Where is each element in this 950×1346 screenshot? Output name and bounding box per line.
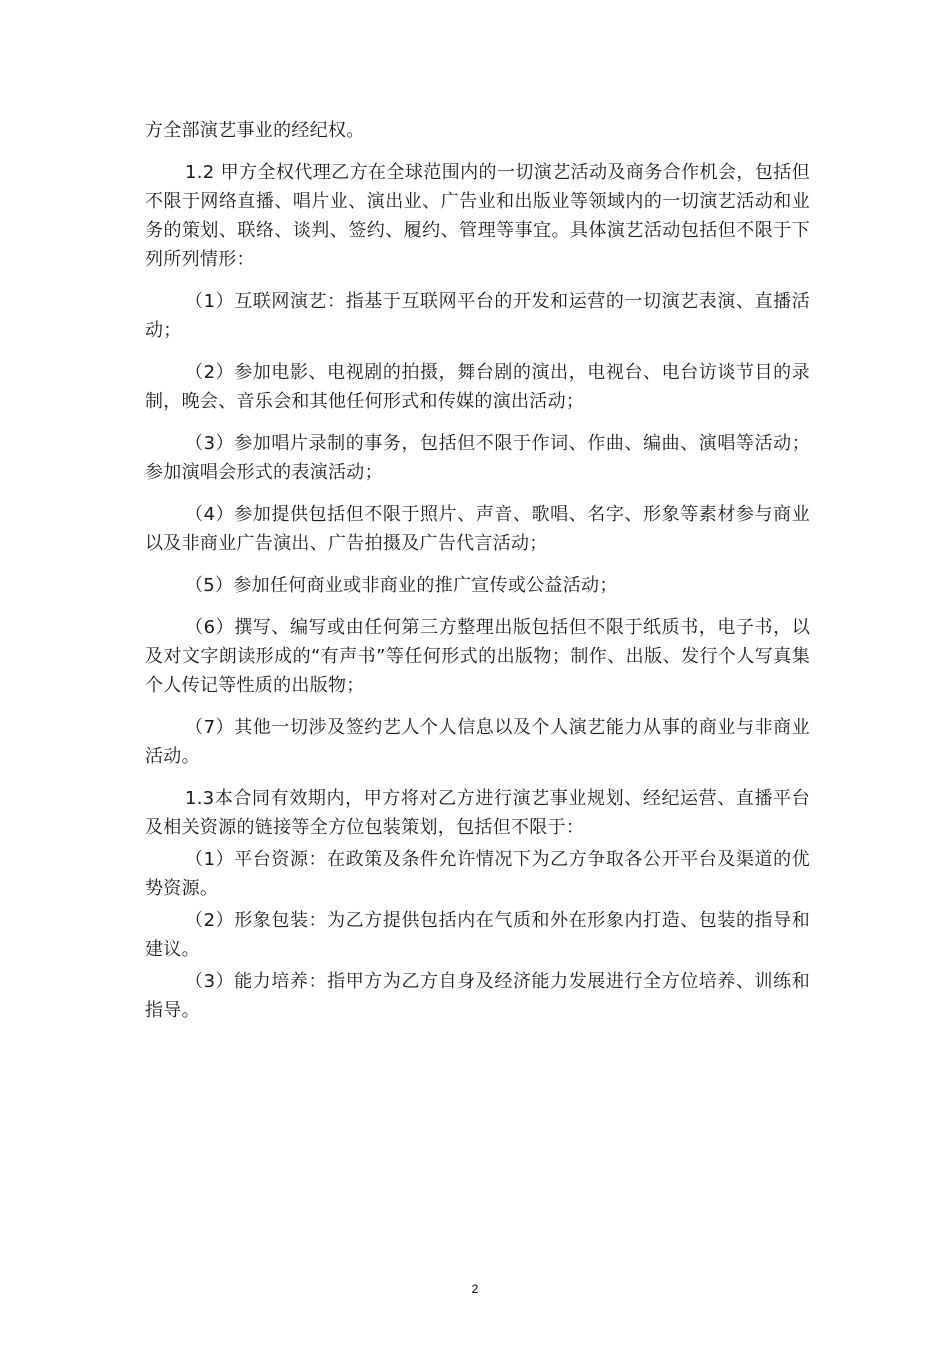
list-item-platform-resources: （1）平台资源：在政策及条件允许情况下为乙方争取各公开平台及渠道的优势资源。 <box>145 849 810 899</box>
list-item-ability-training: （3）能力培养：指甲方为乙方自身及经济能力发展进行全方位培养、训练和指导。 <box>145 971 810 1021</box>
list-item-2: （2）参加电影、电视剧的拍摄，舞台剧的演出，电视台、电台访谈节目的录制，晚会、音乐会和其他任何形式和传媒的演出活动； <box>145 362 810 412</box>
document-body <box>145 116 810 1025</box>
list-item-7: （7）其他一切涉及签约艺人个人信息以及个人演艺能力从事的商业与非商业活动。 <box>145 717 810 767</box>
list-item-4: （4）参加提供包括但不限于照片、声音、歌唱、名字、形象等素材参与商业以及非商业广告演出、广告拍摄及广告代言活动； <box>145 504 810 554</box>
clause-1-3: 1.3本合同有效期内，甲方将对乙方进行演艺事业规划、经纪运营、直播平台及相关资源的链接等全方位包装策划，包括但不限于： <box>145 788 810 838</box>
clause-1-2: 1.2 甲方全权代理乙方在全球范围内的一切演艺活动及商务合作机会，包括但不限于网络直播、唱片业、演出业、广告业和出版业等领域内的一切演艺活动和业务的策划、联络、谈判、签约、履约、管理等事宜。具体演艺活动包括但不限于下列所列情形： <box>145 162 810 270</box>
list-item-5: （5）参加任何商业或非商业的推广宣传或公益活动； <box>185 575 618 596</box>
paragraph-continuation: 方全部演艺事业的经纪权。 <box>145 120 365 141</box>
page-number: 2 <box>471 1282 479 1296</box>
list-item-1: （1）互联网演艺：指基于互联网平台的开发和运营的一切演艺表演、直播活动； <box>145 291 810 341</box>
list-item-3: （3）参加唱片录制的事务，包括但不限于作词、作曲、编曲、演唱等活动；参加演唱会形式的表演活动； <box>145 433 810 483</box>
list-item-6: （6）撰写、编写或由任何第三方整理出版包括但不限于纸质书，电子书，以及对文字朗读形成的“有声书”等任何形式的出版物；制作、出版、发行个人写真集个人传记等性质的出版物； <box>145 617 810 696</box>
list-item-image-packaging: （2）形象包装：为乙方提供包括内在气质和外在形象内打造、包装的指导和建议。 <box>145 910 810 960</box>
